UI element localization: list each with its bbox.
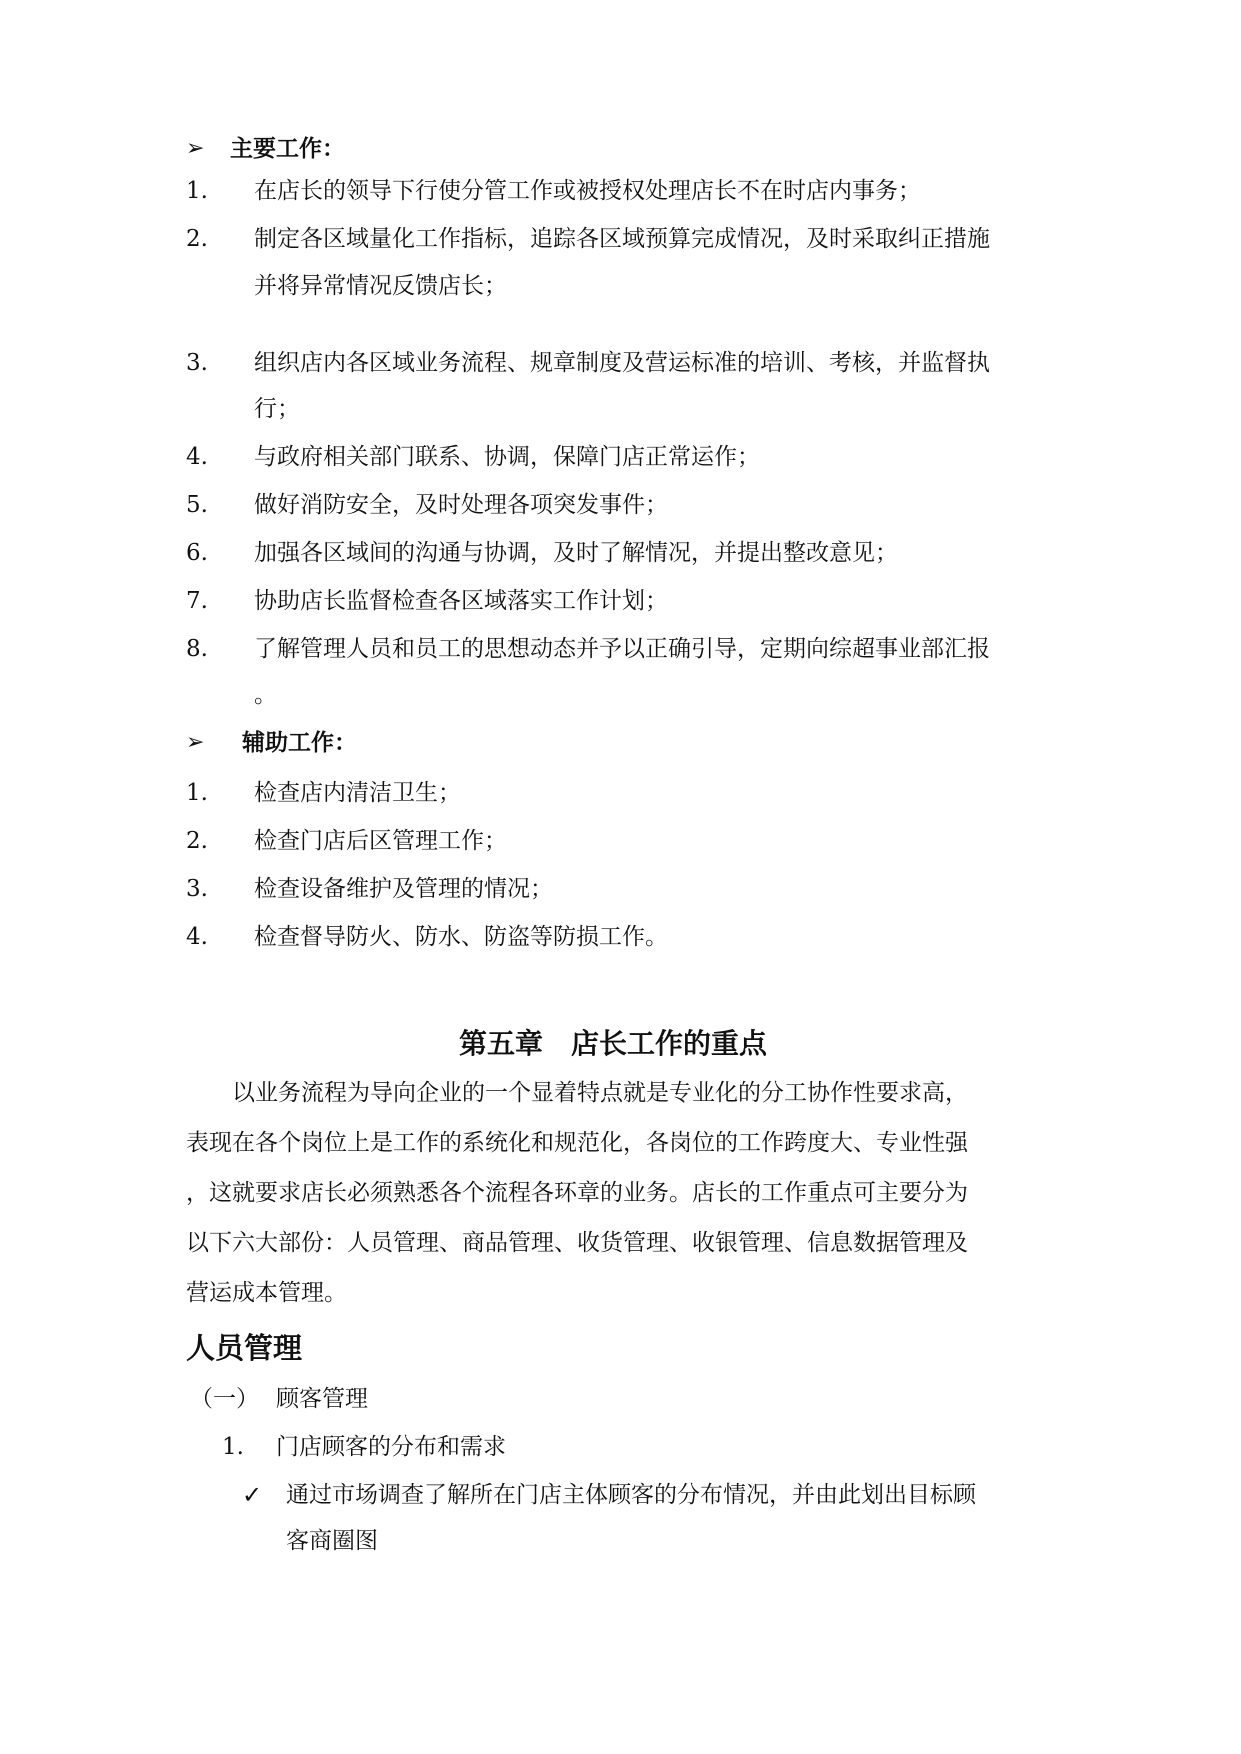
- item-text-continued: 。: [254, 682, 277, 708]
- item-number: 6.: [186, 540, 208, 566]
- item-number: 2.: [186, 226, 208, 252]
- main-work-heading: 主要工作：: [230, 136, 345, 162]
- chapter-title: 第五章 店长工作的重点: [459, 1027, 768, 1060]
- item-text: 检查督导防火、防水、防盗等防损工作。: [254, 924, 668, 950]
- personnel-heading: 人员管理: [186, 1331, 303, 1365]
- item-text: 在店长的领导下行使分管工作或被授权处理店长不在时店内事务；: [254, 178, 921, 204]
- item-text: 协助店长监督检查各区域落实工作计划；: [254, 588, 668, 614]
- item-number: 1.: [222, 1434, 244, 1460]
- item-number: 7.: [186, 588, 208, 614]
- aux-work-heading: 辅助工作：: [242, 730, 357, 756]
- item-text: 检查设备维护及管理的情况；: [254, 876, 553, 902]
- item-text: 组织店内各区域业务流程、规章制度及营运标准的培训、考核，并监督执: [254, 350, 990, 376]
- item-text: 检查门店后区管理工作；: [254, 828, 507, 854]
- check-item-text: 通过市场调查了解所在门店主体顾客的分布情况，并由此划出目标顾: [286, 1482, 976, 1508]
- arrow-bullet-icon: ➢: [186, 136, 205, 161]
- chapter-paragraph-line-5: 营运成本管理。: [186, 1280, 347, 1306]
- item-text: 与政府相关部门联系、协调，保障门店正常运作；: [254, 444, 760, 470]
- item-text: 制定各区域量化工作指标，追踪各区域预算完成情况，及时采取纠正措施: [254, 226, 990, 252]
- chapter-paragraph-line-4: 以下六大部份：人员管理、商品管理、收货管理、收银管理、信息数据管理及: [186, 1230, 968, 1256]
- item-number: 3.: [186, 876, 208, 902]
- item-text-continued: 并将异常情况反馈店长；: [254, 273, 507, 299]
- item-text: 做好消防安全，及时处理各项突发事件；: [254, 492, 668, 518]
- chapter-paragraph-line-1: 以业务流程为导向企业的一个显着特点就是专业化的分工协作性要求高，: [232, 1080, 968, 1106]
- chapter-paragraph-line-3: ，这就要求店长必须熟悉各个流程各环章的业务。店长的工作重点可主要分为: [186, 1180, 968, 1206]
- arrow-bullet-icon: ➢: [186, 730, 205, 755]
- check-item-text-continued: 客商圈图: [286, 1528, 378, 1554]
- item-number: 3.: [186, 350, 208, 376]
- chapter-paragraph-line-2: 表现在各个岗位上是工作的系统化和规范化，各岗位的工作跨度大、专业性强: [186, 1130, 968, 1156]
- item-title: 门店顾客的分布和需求: [276, 1434, 506, 1460]
- subsection-title: 顾客管理: [276, 1386, 368, 1412]
- checkmark-icon: ✓: [242, 1481, 263, 1509]
- subsection-number: （一）: [190, 1386, 259, 1412]
- item-number: 8.: [186, 636, 208, 662]
- item-number: 2.: [186, 828, 208, 854]
- item-number: 5.: [186, 492, 208, 518]
- item-number: 1.: [186, 178, 208, 204]
- item-number: 4.: [186, 444, 208, 470]
- item-text: 了解管理人员和员工的思想动态并予以正确引导，定期向综超事业部汇报: [254, 636, 990, 662]
- item-text: 加强各区域间的沟通与协调，及时了解情况，并提出整改意见；: [254, 540, 898, 566]
- item-number: 1.: [186, 780, 208, 806]
- item-number: 4.: [186, 924, 208, 950]
- item-text: 检查店内清洁卫生；: [254, 780, 461, 806]
- item-text-continued: 行；: [254, 396, 300, 422]
